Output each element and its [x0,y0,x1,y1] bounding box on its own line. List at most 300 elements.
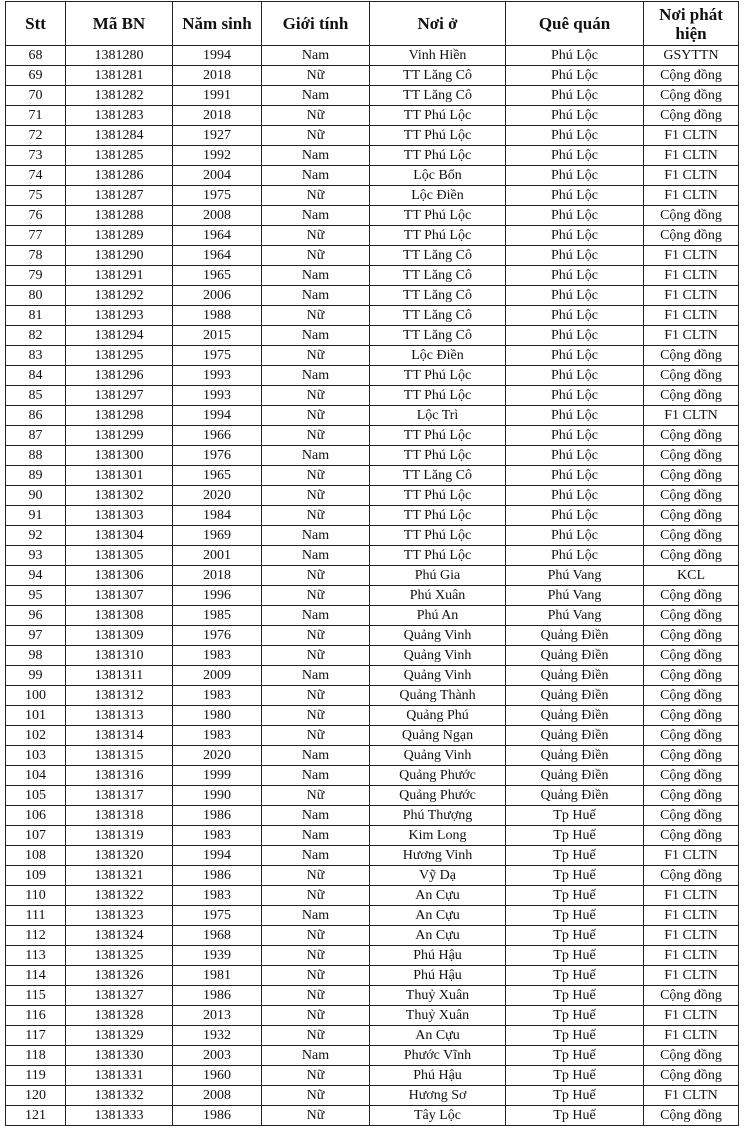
table-header [6,2,739,46]
cell-detection-place: Cộng đồng [644,586,739,606]
cell-detection-place: Cộng đồng [644,226,739,246]
cell-hometown: Phú Lộc [506,146,644,166]
cell-patient-code: 1381322 [66,886,173,906]
cell-stt: 68 [6,46,66,66]
cell-detection-place: Cộng đồng [644,346,739,366]
cell-hometown: Phú Lộc [506,506,644,526]
cell-hometown: Phú Lộc [506,466,644,486]
cell-patient-code: 1381282 [66,86,173,106]
cell-birth-year: 1960 [173,1066,262,1086]
cell-birth-year: 1939 [173,946,262,966]
cell-patient-code: 1381287 [66,186,173,206]
table-row [6,566,739,586]
cell-stt: 72 [6,126,66,146]
cell-patient-code: 1381308 [66,606,173,626]
cell-gender: Nam [262,86,370,106]
cell-detection-place: Cộng đồng [644,626,739,646]
cell-stt: 69 [6,66,66,86]
cell-stt: 96 [6,606,66,626]
table-row [6,1066,739,1086]
table-row [6,306,739,326]
cell-patient-code: 1381288 [66,206,173,226]
cell-stt: 99 [6,666,66,686]
cell-birth-year: 1976 [173,446,262,466]
cell-detection-place: F1 CLTN [644,286,739,306]
table-row [6,626,739,646]
cell-birth-year: 2003 [173,1046,262,1066]
cell-detection-place: Cộng đồng [644,766,739,786]
cell-detection-place: F1 CLTN [644,1086,739,1106]
cell-hometown: Quảng Điền [506,726,644,746]
cell-gender: Nam [262,546,370,566]
cell-stt: 118 [6,1046,66,1066]
cell-residence: TT Phú Lộc [370,486,506,506]
cell-detection-place: Cộng đồng [644,446,739,466]
table-row [6,406,739,426]
cell-birth-year: 1985 [173,606,262,626]
cell-residence: Quảng Thành [370,686,506,706]
cell-gender: Nam [262,806,370,826]
cell-stt: 119 [6,1066,66,1086]
cell-stt: 120 [6,1086,66,1106]
cell-residence: Phú Hậu [370,966,506,986]
cell-gender: Nam [262,906,370,926]
cell-patient-code: 1381328 [66,1006,173,1026]
cell-stt: 108 [6,846,66,866]
cell-hometown: Phú Lộc [506,306,644,326]
table-row [6,386,739,406]
cell-residence: Quảng Vinh [370,626,506,646]
cell-hometown: Phú Lộc [506,446,644,466]
cell-birth-year: 1975 [173,906,262,926]
cell-hometown: Quảng Điền [506,766,644,786]
cell-birth-year: 1968 [173,926,262,946]
cell-stt: 110 [6,886,66,906]
cell-patient-code: 1381301 [66,466,173,486]
cell-patient-code: 1381297 [66,386,173,406]
cell-detection-place: Cộng đồng [644,726,739,746]
cell-hometown: Tp Huế [506,1006,644,1026]
cell-residence: TT Lăng Cô [370,286,506,306]
cell-stt: 80 [6,286,66,306]
table-row [6,366,739,386]
cell-patient-code: 1381304 [66,526,173,546]
cell-birth-year: 1994 [173,846,262,866]
cell-gender: Nữ [262,406,370,426]
cell-gender: Nam [262,326,370,346]
cell-residence: TT Phú Lộc [370,366,506,386]
cell-patient-code: 1381283 [66,106,173,126]
cell-birth-year: 2018 [173,66,262,86]
cell-birth-year: 2020 [173,486,262,506]
table-row [6,906,739,926]
cell-birth-year: 1983 [173,726,262,746]
cell-stt: 115 [6,986,66,1006]
cell-stt: 83 [6,346,66,366]
cell-birth-year: 1983 [173,646,262,666]
table-row [6,66,739,86]
cell-hometown: Tp Huế [506,1026,644,1046]
cell-patient-code: 1381300 [66,446,173,466]
table-row [6,746,739,766]
cell-birth-year: 1986 [173,806,262,826]
cell-detection-place: F1 CLTN [644,326,739,346]
cell-stt: 84 [6,366,66,386]
cell-patient-code: 1381292 [66,286,173,306]
cell-detection-place: F1 CLTN [644,146,739,166]
cell-hometown: Phú Lộc [506,406,644,426]
cell-patient-code: 1381323 [66,906,173,926]
cell-stt: 113 [6,946,66,966]
cell-detection-place: Cộng đồng [644,1046,739,1066]
cell-birth-year: 1999 [173,766,262,786]
table-row [6,586,739,606]
cell-hometown: Phú Lộc [506,386,644,406]
cell-gender: Nam [262,826,370,846]
cell-detection-place: F1 CLTN [644,126,739,146]
cell-hometown: Phú Lộc [506,526,644,546]
cell-birth-year: 1986 [173,986,262,1006]
cell-residence: TT Lăng Cô [370,86,506,106]
cell-patient-code: 1381295 [66,346,173,366]
cell-residence: Kim Long [370,826,506,846]
cell-patient-code: 1381314 [66,726,173,746]
cell-hometown: Quảng Điền [506,746,644,766]
cell-detection-place: F1 CLTN [644,946,739,966]
cell-residence: Vinh Hiền [370,46,506,66]
table-row [6,286,739,306]
cell-residence: Hương Sơ [370,1086,506,1106]
table-row [6,266,739,286]
table-row [6,846,739,866]
table-row [6,86,739,106]
cell-stt: 112 [6,926,66,946]
cell-hometown: Phú Vang [506,566,644,586]
table-row [6,206,739,226]
cell-stt: 79 [6,266,66,286]
cell-gender: Nữ [262,346,370,366]
cell-stt: 86 [6,406,66,426]
cell-detection-place: Cộng đồng [644,706,739,726]
cell-hometown: Tp Huế [506,1086,644,1106]
cell-stt: 75 [6,186,66,206]
cell-gender: Nữ [262,1006,370,1026]
cell-patient-code: 1381299 [66,426,173,446]
cell-residence: TT Phú Lộc [370,426,506,446]
cell-birth-year: 1984 [173,506,262,526]
cell-gender: Nam [262,46,370,66]
cell-detection-place: Cộng đồng [644,426,739,446]
cell-gender: Nam [262,366,370,386]
cell-detection-place: F1 CLTN [644,306,739,326]
cell-detection-place: Cộng đồng [644,746,739,766]
cell-gender: Nữ [262,986,370,1006]
cell-stt: 117 [6,1026,66,1046]
cell-residence: Phú Hậu [370,946,506,966]
cell-residence: TT Lăng Cô [370,326,506,346]
header-gender: Giới tính [262,2,370,46]
cell-stt: 100 [6,686,66,706]
cell-detection-place: F1 CLTN [644,906,739,926]
cell-gender: Nam [262,146,370,166]
cell-stt: 78 [6,246,66,266]
cell-hometown: Tp Huế [506,906,644,926]
cell-stt: 74 [6,166,66,186]
cell-gender: Nữ [262,926,370,946]
table-row [6,826,739,846]
cell-stt: 82 [6,326,66,346]
table-row [6,866,739,886]
cell-gender: Nữ [262,506,370,526]
cell-gender: Nam [262,526,370,546]
cell-stt: 97 [6,626,66,646]
cell-patient-code: 1381291 [66,266,173,286]
cell-hometown: Tp Huế [506,826,644,846]
table-row [6,126,739,146]
cell-hometown: Tp Huế [506,806,644,826]
cell-birth-year: 1993 [173,386,262,406]
cell-residence: TT Phú Lộc [370,126,506,146]
cell-detection-place: Cộng đồng [644,526,739,546]
cell-hometown: Quảng Điền [506,626,644,646]
table-row [6,886,739,906]
cell-detection-place: F1 CLTN [644,1006,739,1026]
cell-patient-code: 1381329 [66,1026,173,1046]
cell-stt: 92 [6,526,66,546]
cell-gender: Nữ [262,726,370,746]
cell-detection-place: Cộng đồng [644,606,739,626]
cell-residence: TT Phú Lộc [370,226,506,246]
cell-stt: 76 [6,206,66,226]
table-row [6,486,739,506]
cell-patient-code: 1381320 [66,846,173,866]
cell-gender: Nữ [262,1066,370,1086]
cell-hometown: Quảng Điền [506,666,644,686]
cell-stt: 89 [6,466,66,486]
cell-gender: Nữ [262,486,370,506]
cell-residence: An Cựu [370,926,506,946]
table-row [6,146,739,166]
cell-residence: Hương Vinh [370,846,506,866]
table-body [6,46,739,1126]
cell-gender: Nữ [262,226,370,246]
cell-patient-code: 1381310 [66,646,173,666]
cell-birth-year: 1976 [173,626,262,646]
cell-hometown: Phú Lộc [506,366,644,386]
cell-residence: TT Lăng Cô [370,466,506,486]
cell-birth-year: 1975 [173,186,262,206]
cell-hometown: Phú Lộc [506,206,644,226]
cell-detection-place: F1 CLTN [644,926,739,946]
cell-detection-place: Cộng đồng [644,506,739,526]
table-row [6,726,739,746]
cell-residence: Quảng Phước [370,766,506,786]
cell-patient-code: 1381281 [66,66,173,86]
cell-residence: An Cựu [370,906,506,926]
cell-detection-place: F1 CLTN [644,246,739,266]
table-row [6,466,739,486]
cell-patient-code: 1381306 [66,566,173,586]
table-row [6,246,739,266]
cell-hometown: Phú Lộc [506,46,644,66]
cell-detection-place: F1 CLTN [644,846,739,866]
cell-gender: Nam [262,206,370,226]
cell-hometown: Tp Huế [506,1066,644,1086]
cell-hometown: Tp Huế [506,886,644,906]
cell-birth-year: 2001 [173,546,262,566]
cell-detection-place: F1 CLTN [644,166,739,186]
cell-stt: 98 [6,646,66,666]
cell-hometown: Phú Lộc [506,126,644,146]
cell-detection-place: F1 CLTN [644,406,739,426]
cell-birth-year: 1986 [173,866,262,886]
cell-gender: Nữ [262,426,370,446]
cell-birth-year: 1980 [173,706,262,726]
cell-patient-code: 1381327 [66,986,173,1006]
cell-birth-year: 1990 [173,786,262,806]
cell-gender: Nữ [262,386,370,406]
cell-residence: Lộc Điền [370,186,506,206]
cell-gender: Nam [262,166,370,186]
cell-residence: Phú Thượng [370,806,506,826]
cell-residence: Quảng Vinh [370,666,506,686]
cell-gender: Nữ [262,1106,370,1126]
cell-hometown: Tp Huế [506,966,644,986]
cell-stt: 73 [6,146,66,166]
cell-residence: TT Lăng Cô [370,266,506,286]
cell-hometown: Tp Huế [506,926,644,946]
cell-stt: 81 [6,306,66,326]
cell-stt: 94 [6,566,66,586]
cell-birth-year: 2018 [173,566,262,586]
table-row [6,1026,739,1046]
cell-hometown: Tp Huế [506,866,644,886]
cell-birth-year: 1991 [173,86,262,106]
cell-stt: 111 [6,906,66,926]
cell-patient-code: 1381298 [66,406,173,426]
cell-patient-code: 1381312 [66,686,173,706]
cell-birth-year: 2008 [173,1086,262,1106]
cell-gender: Nữ [262,626,370,646]
cell-birth-year: 1992 [173,146,262,166]
cell-stt: 102 [6,726,66,746]
cell-detection-place: GSYTTN [644,46,739,66]
table-row [6,546,739,566]
cell-birth-year: 1988 [173,306,262,326]
cell-patient-code: 1381284 [66,126,173,146]
cell-stt: 85 [6,386,66,406]
cell-hometown: Phú Lộc [506,546,644,566]
cell-hometown: Tp Huế [506,986,644,1006]
table-row [6,926,739,946]
cell-birth-year: 2015 [173,326,262,346]
table-row [6,46,739,66]
cell-birth-year: 1981 [173,966,262,986]
cell-hometown: Phú Lộc [506,266,644,286]
header-residence: Nơi ở [370,2,506,46]
cell-detection-place: F1 CLTN [644,886,739,906]
cell-hometown: Phú Lộc [506,286,644,306]
cell-birth-year: 1964 [173,226,262,246]
table-row [6,1086,739,1106]
cell-hometown: Phú Lộc [506,186,644,206]
cell-detection-place: Cộng đồng [644,806,739,826]
cell-stt: 88 [6,446,66,466]
cell-detection-place: F1 CLTN [644,186,739,206]
cell-birth-year: 1994 [173,46,262,66]
cell-birth-year: 2020 [173,746,262,766]
table-row [6,426,739,446]
cell-patient-code: 1381285 [66,146,173,166]
cell-stt: 107 [6,826,66,846]
cell-detection-place: F1 CLTN [644,1026,739,1046]
cell-gender: Nam [262,446,370,466]
cell-birth-year: 1965 [173,266,262,286]
cell-stt: 70 [6,86,66,106]
patient-table [5,1,739,1126]
cell-residence: TT Phú Lộc [370,446,506,466]
cell-residence: Quảng Phước [370,786,506,806]
cell-stt: 114 [6,966,66,986]
cell-residence: An Cựu [370,1026,506,1046]
cell-birth-year: 1993 [173,366,262,386]
cell-residence: Quảng Phú [370,706,506,726]
cell-residence: Phú An [370,606,506,626]
cell-birth-year: 1965 [173,466,262,486]
cell-residence: TT Phú Lộc [370,506,506,526]
cell-birth-year: 1969 [173,526,262,546]
cell-patient-code: 1381331 [66,1066,173,1086]
cell-hometown: Phú Lộc [506,86,644,106]
table-row [6,606,739,626]
cell-hometown: Phú Lộc [506,246,644,266]
table-row [6,986,739,1006]
cell-residence: Quảng Vinh [370,646,506,666]
cell-stt: 106 [6,806,66,826]
table-row [6,106,739,126]
cell-stt: 105 [6,786,66,806]
cell-detection-place: KCL [644,566,739,586]
cell-detection-place: Cộng đồng [644,1066,739,1086]
cell-detection-place: F1 CLTN [644,266,739,286]
cell-hometown: Tp Huế [506,1046,644,1066]
cell-patient-code: 1381303 [66,506,173,526]
cell-gender: Nam [262,266,370,286]
cell-stt: 91 [6,506,66,526]
cell-gender: Nam [262,1046,370,1066]
cell-residence: TT Phú Lộc [370,146,506,166]
cell-gender: Nam [262,286,370,306]
cell-birth-year: 2006 [173,286,262,306]
table-row [6,806,739,826]
cell-detection-place: Cộng đồng [644,106,739,126]
cell-birth-year: 2018 [173,106,262,126]
cell-detection-place: Cộng đồng [644,386,739,406]
cell-hometown: Tp Huế [506,846,644,866]
cell-residence: TT Phú Lộc [370,526,506,546]
table-row [6,526,739,546]
cell-birth-year: 1986 [173,1106,262,1126]
cell-stt: 95 [6,586,66,606]
table-row [6,446,739,466]
cell-patient-code: 1381332 [66,1086,173,1106]
cell-gender: Nữ [262,966,370,986]
cell-residence: TT Phú Lộc [370,206,506,226]
cell-birth-year: 2013 [173,1006,262,1026]
table-row [6,1046,739,1066]
table-row [6,786,739,806]
cell-birth-year: 1996 [173,586,262,606]
